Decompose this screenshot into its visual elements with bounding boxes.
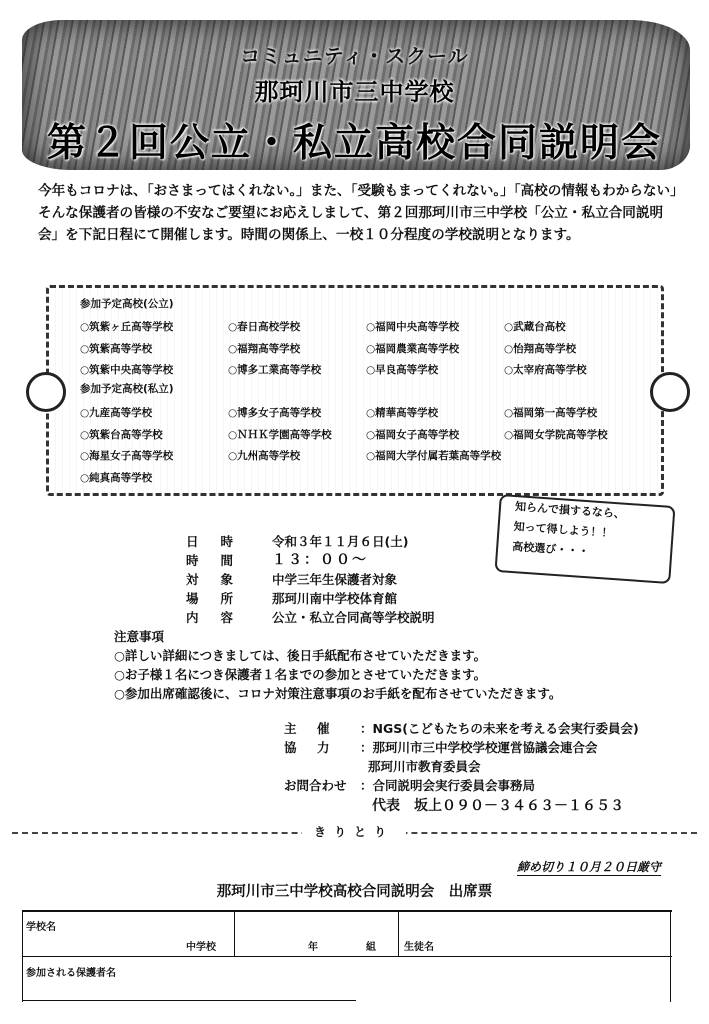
form-border [670,912,671,1002]
cut-label: きりとり [302,823,406,840]
host-label: 主 催 [284,721,334,736]
class-label: 組 [366,942,376,953]
school-name-label: 学校名 [26,922,56,933]
guardian-name-label: 参加される保護者名 [26,968,116,979]
form-border [22,912,23,1002]
form-divider [234,912,235,956]
detail-value: １３：００～ [272,552,368,568]
header-school: 那珂川市三中学校 [254,78,455,106]
student-name-label: 生徒名 [404,942,434,953]
school-item: ○春日高校学校 [228,321,301,333]
school-item: ○太宰府高等学校 [504,364,587,376]
deadline: 締め切り１０月２０日厳守 [517,860,662,874]
junior-high-label: 中学校 [186,942,216,953]
school-item: ○早良高等学校 [366,364,439,376]
school-item: ○九州高等学校 [228,450,301,462]
note-item: ○お子様１名につき保護者１名までの参加とさせていただきます。 [114,667,487,682]
detail-key: 日時 [186,534,256,549]
school-item: ○筑紫中央高等学校 [80,364,174,376]
public-heading: 参加予定高校(公立) [80,298,174,310]
coop-value: 那珂川市教育委員会 [368,759,481,774]
sticker-line: 知って得しよう！！ [513,520,613,540]
header-subtitle: コミュニティ・スクール [240,44,469,68]
sticker-note [494,494,675,584]
school-item: ○福岡大学付属若葉高等学校 [366,450,502,462]
year-label: 年 [308,942,318,953]
detail-value: 那珂川南中学校体育館 [272,591,398,606]
host-value: ：NGS(こどもたちの未来を考える会実行委員会) [360,721,639,736]
detail-key: 内容 [186,610,256,625]
coop-value: ：那珂川市三中学校学校運営協議会連合会 [360,740,598,755]
sticker-line: 高校選び・・・ [511,539,590,559]
school-item: ○精華高等学校 [366,407,439,419]
contact-value: ：合同説明会実行委員会事務局 [360,778,536,793]
notes-heading: 注意事項 [114,629,165,644]
school-item: ○博多女子高等学校 [228,407,322,419]
school-item: ○福翔高等学校 [228,343,301,355]
school-item: ○福岡女子高等学校 [366,429,460,441]
detail-key: 対象 [186,572,256,587]
school-item: ○海星女子高等学校 [80,450,174,462]
private-heading: 参加予定高校(私立) [80,383,174,395]
form-divider [398,912,399,956]
coop-label: 協 力 [284,740,334,755]
school-item: ○筑紫高等学校 [80,343,153,355]
detail-value: 令和３年１１月６日(土) [272,534,409,549]
detail-key: 場所 [186,591,256,606]
form-divider [22,956,672,957]
page-title: 第２回公立・私立高校合同説明会 [46,121,662,166]
note-item: ○詳しい詳細につきましては、後日手紙配布させていただきます。 [114,648,487,663]
detail-value: 中学三年生保護者対象 [272,572,398,587]
school-item: ○筑紫台高等学校 [80,429,163,441]
intro-paragraph: 今年もコロナは、「おさまってはくれない。」また、「受験もまってくれない。」「高校の情報もわからない」そんな保護者の皆様の不安なご要望にお応えしまして、第２回那珂川市三中学校「公立・私立合同説明会」を下記日程にて開催します。時間の関係上、一校１０分程度の学校説明となります。 [38,183,677,243]
detail-key: 時間 [186,553,256,568]
school-item: ○福岡中央高等学校 [366,321,460,333]
sticker-line: 知らんで損するなら、 [514,500,626,521]
school-item: ○福岡女学院高等学校 [504,429,608,441]
note-item: ○参加出席確認後に、コロナ対策注意事項のお手紙を配布させていただきます。 [114,686,562,701]
school-item: ○ＮＨＫ学園高等学校 [228,429,332,441]
detail-value: 公立・私立合同高等学校説明 [272,610,435,625]
school-item: ○博多工業高等学校 [228,364,322,376]
contact-phone: 代表 坂上０９０－３４６３－１６５３ [372,798,624,814]
school-item: ○怡翔高等学校 [504,343,577,355]
school-item: ○福岡農業高等学校 [366,343,460,355]
attendance-form [22,910,672,1002]
scroll-curl-left [26,372,66,412]
form-title: 那珂川市三中学校高校合同説明会 出席票 [216,884,493,900]
school-item: ○九産高等学校 [80,407,153,419]
school-item: ○筑紫ヶ丘高等学校 [80,321,174,333]
contact-label: お問合わせ [284,778,347,793]
scroll-curl-right [650,372,690,412]
school-item: ○純真高等学校 [80,472,153,484]
school-item: ○武蔵台高校 [504,321,566,333]
school-item: ○福岡第一高等学校 [504,407,598,419]
form-divider [22,1000,356,1001]
